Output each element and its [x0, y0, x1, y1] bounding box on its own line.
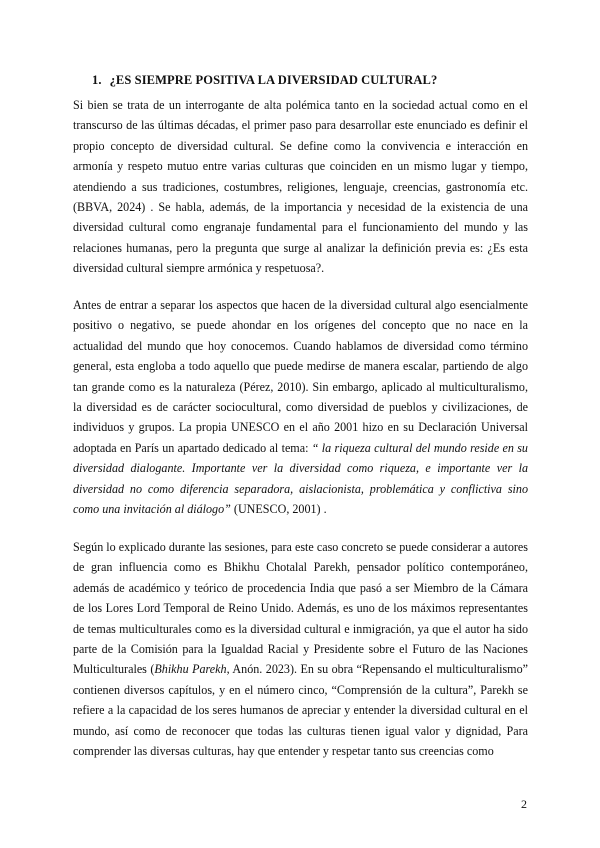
paragraph-3-continuation: , Anón. 2023). En su obra “Repensando el multiculturalismo” contienen diversos capítulos, y en el número cinco, “Comprensión de la cultura”, Parekh se refiere a la capacidad de los seres humanos de apreciar y entender la diversidad cultural en el mundo, así como de reconocer que todas las culturas tienen igual valor y dignidad, Para comprender las diversas culturas, hay que entender y respetar tanto sus creencias como — [73, 662, 529, 759]
paragraph-origins — [73, 295, 528, 519]
page-number: 2 — [521, 797, 527, 811]
paragraph-3-text: Según lo explicado durante las sesiones, para este caso concreto se puede considerar a autores de gran influencia como es Bhikhu Chotalal Parekh, pensador político contemporáneo, además de académico y teórico de procedencia India que pasó a ser Miembro de la Cámara de los Lores Lord Temporal de Reino Unido. Además, es uno de los máximos representantes de temas multiculturales como es la diversidad cultural e inmigración, ya que el autor ha sido parte de la Comisión para la Igualdad Racial y Presidente sobre el Futuro de las Naciones Multiculturales ( — [73, 540, 528, 677]
author-name-italic: Bhikhu Parekh — [154, 662, 227, 677]
paragraph-definition — [73, 95, 528, 279]
section-title: ¿ES SIEMPRE POSITIVA LA DIVERSIDAD CULTURAL? — [109, 73, 438, 87]
section-heading — [92, 73, 437, 88]
paragraph-parekh — [73, 537, 528, 761]
paragraph-2-text: Antes de entrar a separar los aspectos que hacen de la diversidad cultural algo esencialmente positivo o negativo, se puede ahondar en los orígenes del concepto que no nace en la actualidad del mundo que hoy conocemos. Cuando hablamos de diversidad como término general, esta engloba a todo aquello que puede medirse de manera escalar, partiendo de algo tan grande como es la naturaleza (Pérez, 2010). Sin embargo, aplicado al multiculturalismo, la diversidad es de carácter sociocultural, como diversidad de pueblos y civilizaciones, de individuos y grupos. La propia UNESCO en el año 2001 hizo en su Declaración Universal adoptada en París un apartado dedicado al tema: — [73, 298, 528, 455]
paragraph-1-text: Si bien se trata de un interrogante de alta polémica tanto en la sociedad actual como en el transcurso de las últimas décadas, el primer paso para desarrollar este enunciado es definir el propio concepto de diversidad cultural. Se define como la convivencia e interacción en armonía y respeto mutuo entre varias culturas que coinciden en un mismo lugar y tiempo, atendiendo a sus tradiciones, costumbres, religiones, lenguaje, creencias, gastronomía etc. (BBVA, 2024) . Se habla, además, de la importancia y necesidad de la existencia de una diversidad cultural como engranaje fundamental para el funcionamiento del mundo y las relaciones humanas, pero la pregunta que surge al analizar la definición previa es: ¿Es esta diversidad cultural siempre armónica y respetuosa?. — [73, 98, 528, 276]
unesco-quote: “ la riqueza cultural del mundo reside en su diversidad dialogante. Importante ver la diversidad como riqueza, e importante ver la diversidad no como diferencia separadora, aislacionista, problemática y conflictiva sino como una invitación al diálogo” — [73, 440, 528, 517]
unesco-citation: (UNESCO, 2001) . — [230, 502, 327, 517]
section-number: 1. — [92, 73, 102, 87]
